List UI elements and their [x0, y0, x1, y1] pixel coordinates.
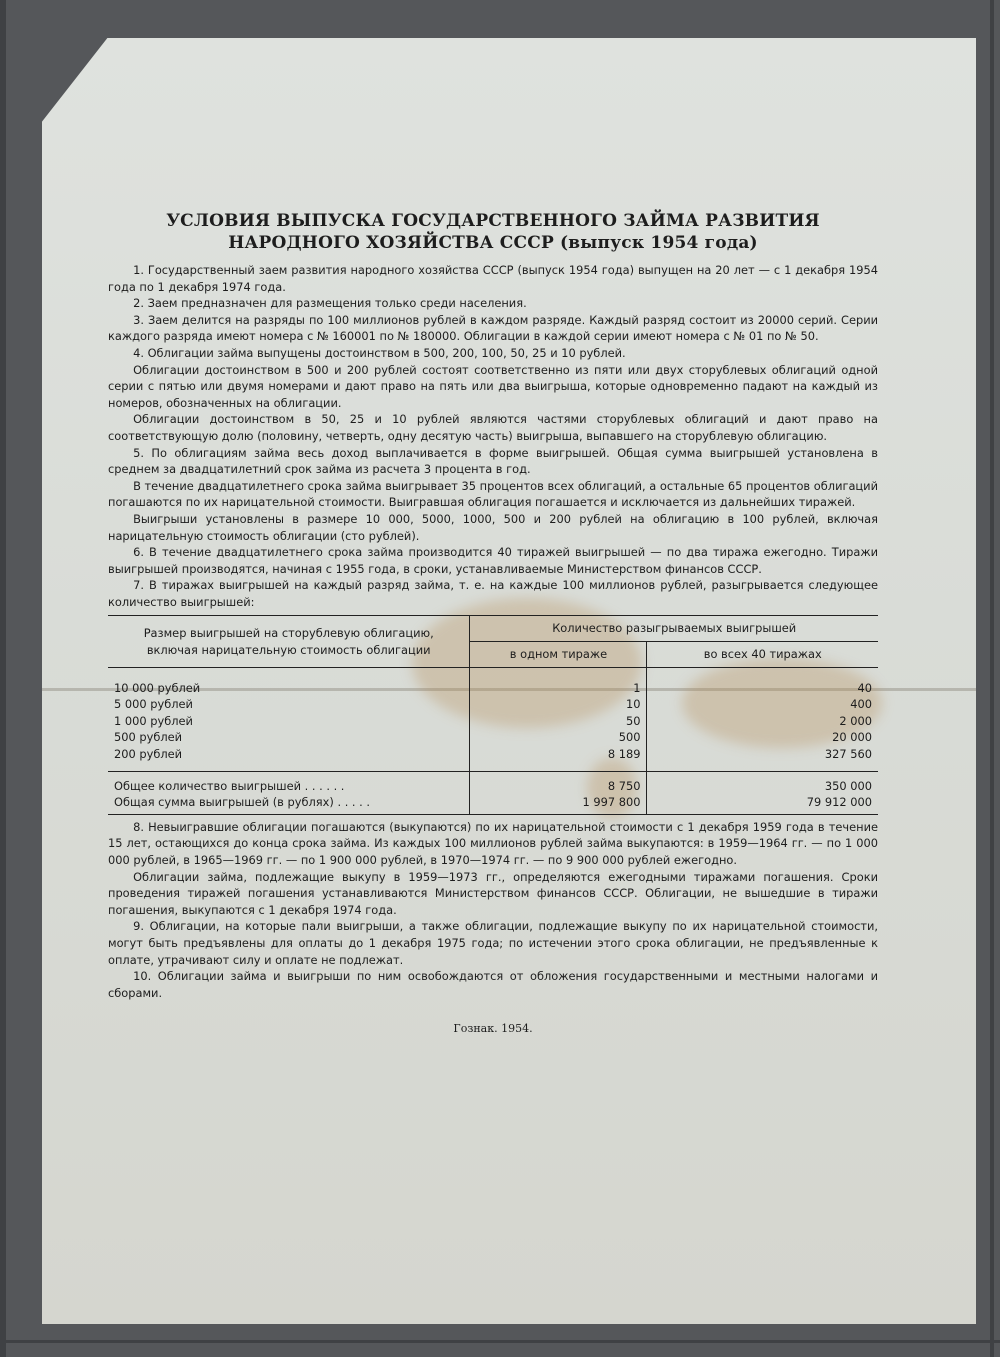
- paragraph: 3. Заем делится на разряды по 100 миллионов рублей в каждом разряде. Каждый разряд состоит из 20000 серий. Серии каждого разряда имеют номера с № 160001 по № 180000. Облигации в каждой серии имеют номера с № 01 по № 50.: [108, 312, 878, 344]
- count-all-draws: 40: [857, 680, 872, 695]
- paragraph: 9. Облигации, на которые пали выигрыши, а также облигации, подлежащие выкупу по их нарицательной стоимости, могут быть предъявлены для оплаты до 1 декабря 1975 года; по истечении этого срока облигации, не предъявленные к оплате, утрачивают силу и оплате не подлежат.: [108, 919, 878, 967]
- total-count-row: [108, 771, 878, 794]
- table-row: [108, 696, 878, 713]
- prize-amount: 10 000 рублей: [108, 667, 470, 696]
- count-all-draws: 400: [850, 697, 872, 712]
- total-count-all-draws: 350 000: [647, 771, 878, 794]
- count-one-draw: 10: [470, 696, 647, 713]
- table-row: [108, 746, 878, 771]
- total-count-label: Общее количество выигрышей . . . . . .: [108, 771, 470, 794]
- paragraph: 10. Облигации займа и выигрыши по ним освобождаются от обложения государственными и местными налогами и сборами.: [108, 969, 878, 1000]
- document-title: [108, 210, 878, 254]
- paragraph: 2. Заем предназначен для размещения только среди населения.: [133, 296, 527, 311]
- count-all-draws: 327 560: [824, 747, 872, 762]
- header-prize-size-line-2: включая нарицательную стоимость облигации: [146, 642, 431, 657]
- paragraph: В течение двадцатилетнего срока займа выигрывает 35 процентов всех облигаций, а остальные 65 процентов облигаций погашаются по их нарицательной стоимости. Выигравшая облигация погашается и исключается из дальнейших тиражей.: [108, 478, 878, 510]
- printer-imprint: Гознак. 1954.: [453, 1022, 533, 1036]
- prize-amount: 1 000 рублей: [108, 713, 470, 730]
- count-all-draws: 2 000: [839, 713, 872, 728]
- winnings-table: [108, 615, 878, 814]
- paragraph: 4. Облигации займа выпущены достоинством в 500, 200, 100, 50, 25 и 10 рублей.: [133, 345, 626, 360]
- header-prize-size: [108, 616, 470, 667]
- title-line-2: НАРОДНОГО ХОЗЯЙСТВА СССР (выпуск 1954 года): [228, 233, 758, 253]
- count-all-draws: 20 000: [832, 730, 872, 745]
- count-one-draw: 500: [470, 729, 647, 746]
- paragraph: Облигации займа, подлежащие выкупу в 1959—1973 гг., определяются ежегодными тиражами погашения. Сроки проведения тиражей погашения устанавливаются Министерством финансов СССР. Облигации, не вышедшие в тиражи погашения, выкупаются с 1 декабря 1974 года.: [108, 869, 878, 917]
- prize-amount: 5 000 рублей: [108, 696, 470, 713]
- paragraph: Облигации достоинством в 500 и 200 рублей состоят соответственно из пяти или двух сторублевых облигаций одной серии с пятью или двумя номерами и дают право на пять или два выигрыша, которые одновременно падают на каждый из номеров, обозначенных на облигации.: [108, 362, 878, 410]
- document-body: [108, 210, 878, 1038]
- total-sum-label: Общая сумма выигрышей (в рублях) . . . . .: [108, 794, 470, 814]
- title-line-1: УСЛОВИЯ ВЫПУСКА ГОСУДАРСТВЕННОГО ЗАЙМА РАЗВИТИЯ: [166, 211, 820, 231]
- total-sum-all-draws: 79 912 000: [647, 794, 878, 814]
- table-row: [108, 667, 878, 696]
- count-one-draw: 1: [470, 667, 647, 696]
- paragraph: 6. В течение двадцатилетнего срока займа производится 40 тиражей выигрышей — по два тиража ежегодно. Тиражи выигрышей производятся, начиная с 1955 года, в сроки, устанавливаемые Министерством финансов СССР.: [108, 545, 878, 576]
- background-board-line: [990, 0, 994, 1357]
- header-prize-count: Количество разыгрываемых выигрышей: [470, 616, 878, 642]
- total-sum-one-draw: 1 997 800: [470, 794, 647, 814]
- background-board-line: [0, 1340, 1000, 1343]
- paragraph: Выигрыши установлены в размере 10 000, 5000, 1000, 500 и 200 рублей на облигацию в 100 рублей, включая нарицательную стоимость облигации (сто рублей).: [108, 511, 878, 543]
- paragraph: 7. В тиражах выигрышей на каждый разряд займа, т. е. на каждые 100 миллионов рублей, разыгрывается следующее количество выигрышей:: [108, 578, 878, 609]
- table-row: [108, 729, 878, 746]
- count-one-draw: 8 189: [470, 746, 647, 771]
- header-all-draws: во всех 40 тиражах: [647, 642, 878, 668]
- paragraph: 8. Невыигравшие облигации погашаются (выкупаются) по их нарицательной стоимости с 1 декабря 1959 года в течение 15 лет, остающихся до конца срока займа. Из каждых 100 миллионов рублей займа выкупаются: в 1959—1964 гг. — по 1 000 000 рублей, в 1965—1969 гг. — по 1 900 000 рублей, в 1970—1974 гг. — по 9 900 000 рублей ежегодно.: [108, 819, 878, 867]
- prize-amount: 500 рублей: [108, 729, 470, 746]
- total-sum-row: [108, 794, 878, 814]
- paragraph: 1. Государственный заем развития народного хозяйства СССР (выпуск 1954 года) выпущен на 20 лет — с 1 декабря 1954 года по 1 декабря 1974 года.: [108, 263, 878, 294]
- total-count-one-draw: 8 750: [470, 771, 647, 794]
- prize-amount: 200 рублей: [108, 746, 470, 771]
- count-one-draw: 50: [470, 713, 647, 730]
- paragraph: 5. По облигациям займа весь доход выплачивается в форме выигрышей. Общая сумма выигрышей установлена в среднем за двадцатилетний срок займа из расчета 3 процента в год.: [108, 445, 878, 477]
- background-board-line: [0, 0, 6, 1357]
- table-row: [108, 713, 878, 730]
- paragraph: Облигации достоинством в 50, 25 и 10 рублей являются частями сторублевых облигаций и дают право на соответствующую долю (половину, четверть, одну десятую часть) выигрыша, выпавшего на сторублевую облигацию.: [108, 412, 878, 443]
- header-prize-size-line-1: Размер выигрышей на сторублевую облигацию,: [143, 625, 434, 640]
- header-one-draw: в одном тираже: [470, 642, 647, 668]
